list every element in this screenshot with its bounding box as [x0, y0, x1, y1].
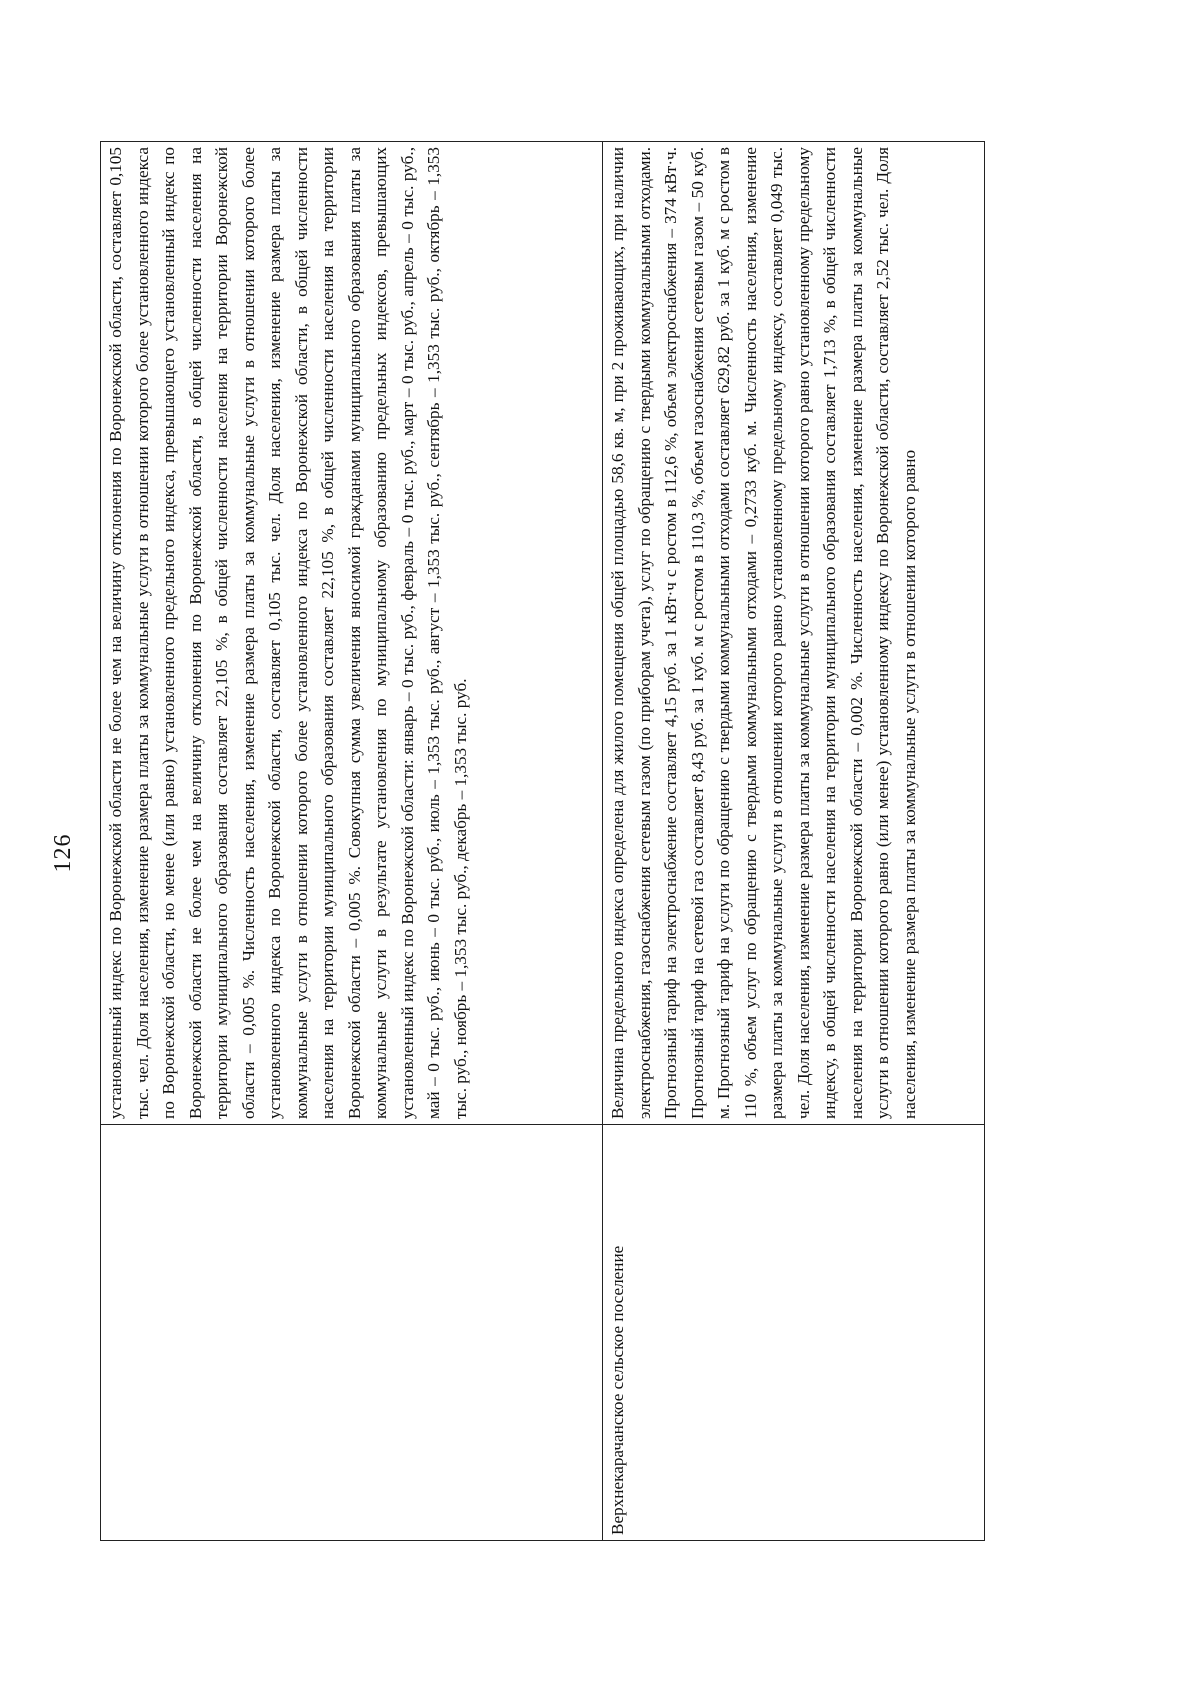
page-number: 126 — [50, 833, 76, 873]
table-row — [603, 142, 985, 1541]
table-row — [101, 142, 603, 1541]
description-cell: установленный индекс по Воронежской области не более чем на величину отклонения по Воронежской области, составляет 0,105 тыс. чел. Доля населения, изменение размера платы за коммунальные услуги в отношении которого более установленного индекса по Воронежской области, но менее (или равно) установленного предельного индекса, превышающего установленный индекс по Воронежской области не более чем на величину отклонения по Воронежской области, в общей численности населения на территории муниципального образования составляет 22,105 %, в общей численности населения на территории Воронежской области – 0,005 %. Численность населения, изменение размера платы за коммунальные услуги в отношении которого более установленного индекса по Воронежской области, составляет 0,105 тыс. чел. Доля населения, изменение размера платы за коммунальные услуги в отношении которого более установленного индекса по Воронежской области, в общей численности населения на территории муниципального образования составляет 22,105 %, в общей численности населения на территории Воронежской области – 0,005 %. Совокупная сумма увеличения вносимой гражданами муниципального образования платы за коммунальные услуги в результате установления по муниципальному образованию предельных индексов, превышающих установленный индекс по Воронежской области: январь – 0 тыс. руб., февраль – 0 тыс. руб., март – 0 тыс. руб., апрель – 0 тыс. руб., май – 0 тыс. руб., июнь – 0 тыс. руб., июль – 1,353 тыс. руб., август – 1,353 тыс. руб., сентябрь – 1,353 тыс. руб., октябрь – 1,353 тыс. руб., ноябрь – 1,353 тыс. руб., декабрь – 1,353 тыс. руб. — [101, 142, 603, 1125]
document-table — [100, 141, 985, 1541]
municipality-name-cell — [101, 1125, 603, 1541]
municipality-name-cell: Верхнекарачанское сельское поселение — [603, 1125, 985, 1541]
description-cell: Величина предельного индекса определена для жилого помещения общей площадью 58,6 кв. м, при 2 проживающих, при наличии электроснабжения, газоснабжения сетевым газом (по приборам учета), услуг по обращению с твердыми коммунальными отходами. Прогнозный тариф на электроснабжение составляет 4,15 руб. за 1 кВт·ч с ростом в 112,6 %, объем электроснабжения – 374 кВт·ч. Прогнозный тариф на сетевой газ составляет 8,43 руб. за 1 куб. м с ростом в 110,3 %, объем газоснабжения сетевым газом – 50 куб. м. Прогнозный тариф на услуги по обращению с твердыми коммунальными отходами составляет 629,82 руб. за 1 куб. м с ростом в 110 %, объем услуг по обращению с твердыми коммунальными отходами – 0,2733 куб. м. Численность населения, изменение размера платы за коммунальные услуги в отношении которого равно установленному предельному индексу, составляет 0,049 тыс. чел. Доля населения, изменение размера платы за коммунальные услуги в отношении которого равно установленному предельному индексу, в общей численности населения на территории муниципального образования составляет 1,713 %, в общей численности населения на территории Воронежской области – 0,002 %. Численность населения, изменение размера платы за коммунальные услуги в отношении которого равно (или менее) установленному индексу по Воронежской области, составляет 2,52 тыс. чел. Доля населения, изменение размера платы за коммунальные услуги в отношении которого равно — [603, 142, 985, 1125]
